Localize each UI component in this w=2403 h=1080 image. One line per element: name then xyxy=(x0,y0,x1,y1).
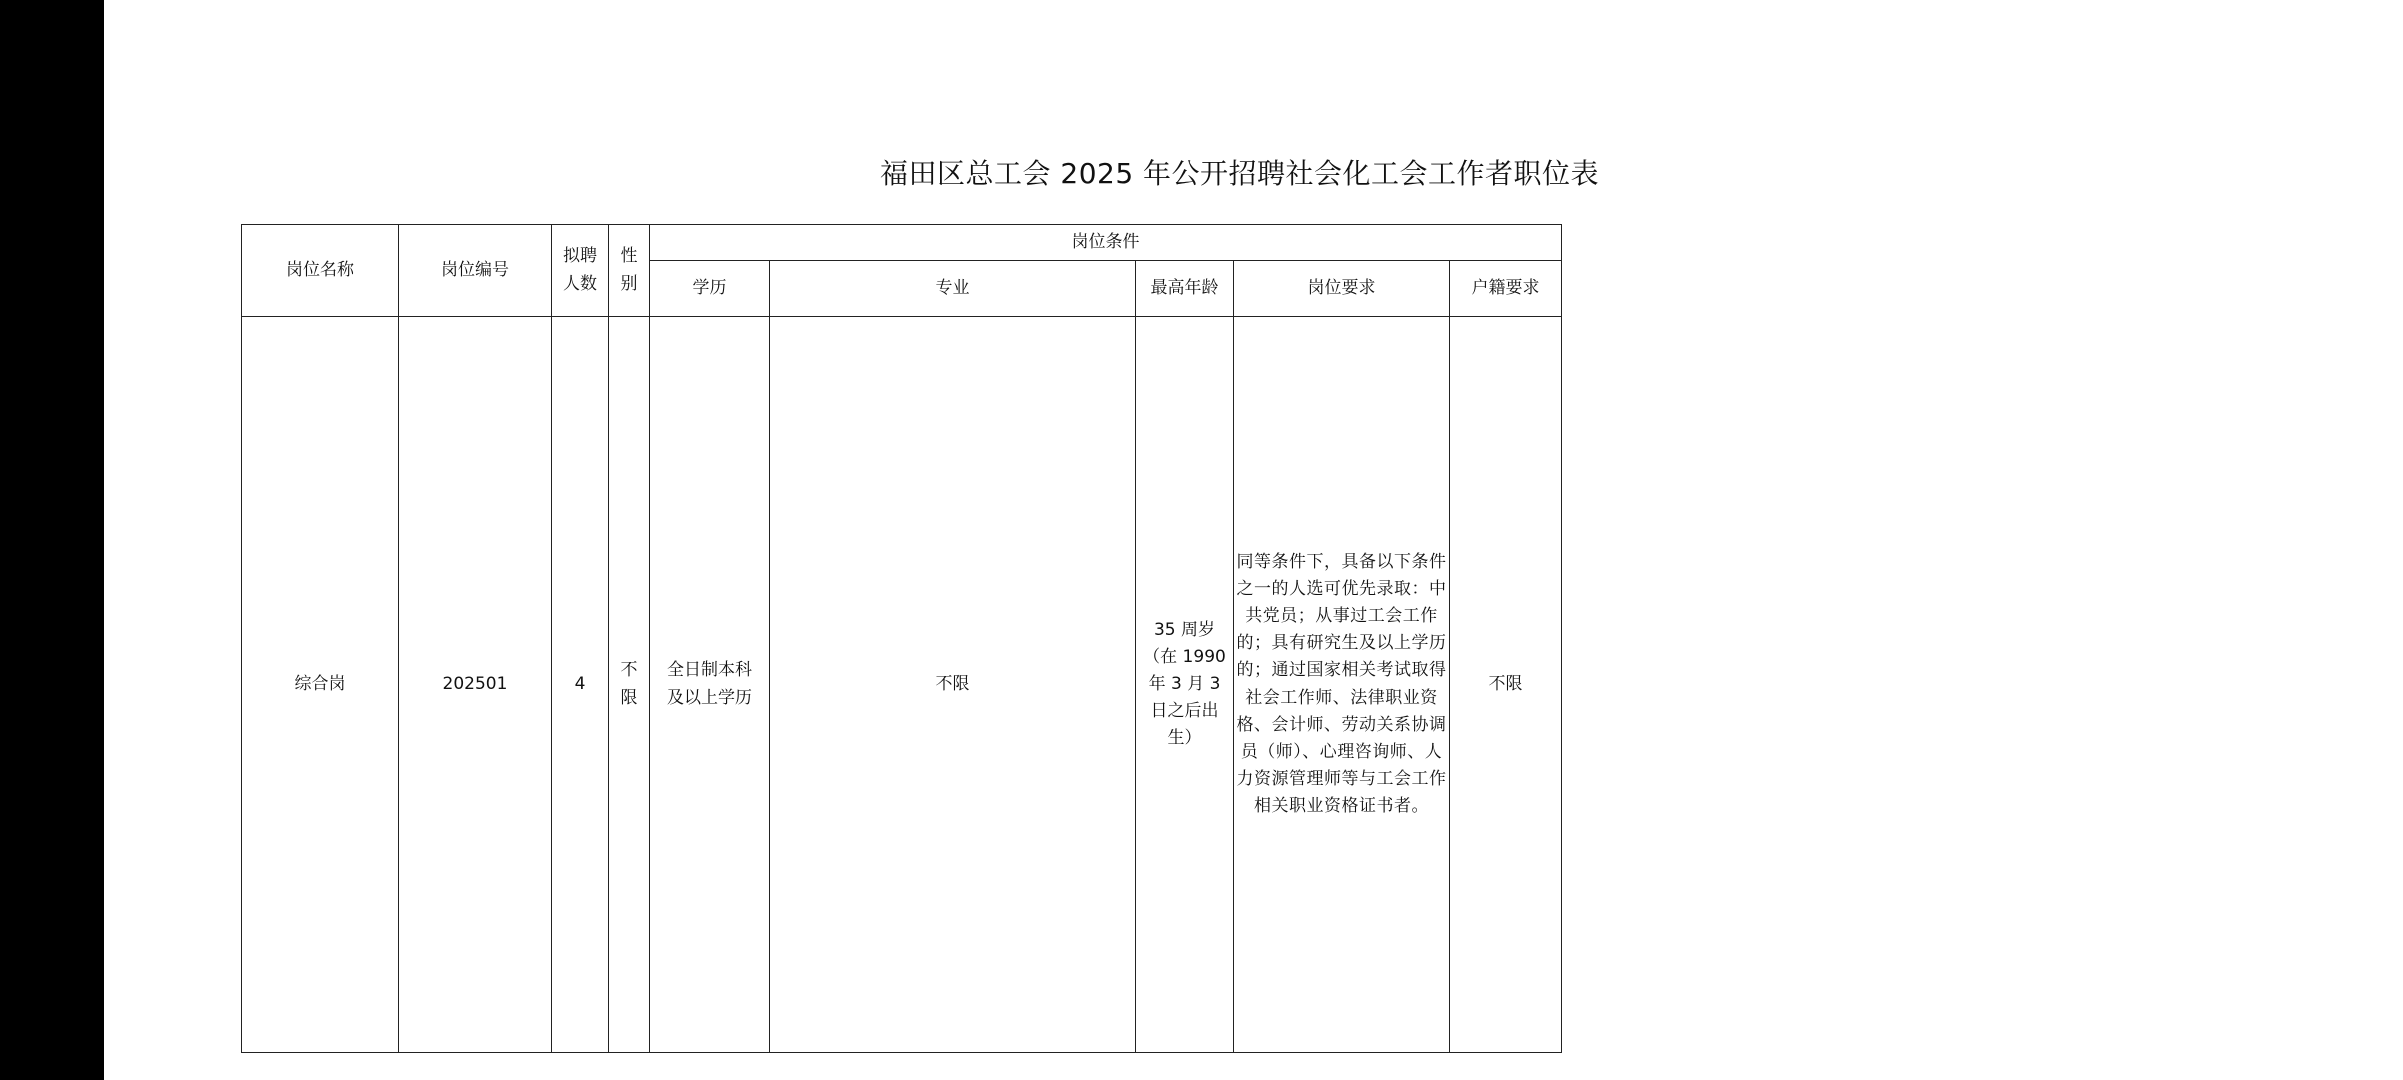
cell-headcount: 4 xyxy=(552,317,609,1053)
cell-max-age-text: 35 周岁（在 1990 年 3 月 3 日之后出生） xyxy=(1143,619,1226,749)
document-title: 福田区总工会 2025 年公开招聘社会化工会工作者职位表 xyxy=(880,157,1600,190)
left-black-margin xyxy=(0,0,104,1080)
header-position-name: 岗位名称 xyxy=(242,225,399,317)
cell-position-code: 202501 xyxy=(399,317,552,1053)
cell-education-text: 全日制本科及以上学历 xyxy=(667,660,752,708)
cell-max-age xyxy=(1136,317,1234,1053)
cell-major: 不限 xyxy=(770,317,1136,1053)
cell-position-name: 综合岗 xyxy=(242,317,399,1053)
header-education: 学历 xyxy=(650,261,770,317)
cell-gender-text: 不限 xyxy=(620,660,638,708)
header-conditions-group: 岗位条件 xyxy=(650,225,1562,261)
header-hukou: 户籍要求 xyxy=(1450,261,1562,317)
header-major: 专业 xyxy=(770,261,1136,317)
header-requirements: 岗位要求 xyxy=(1234,261,1450,317)
header-gender xyxy=(609,225,650,317)
cell-hukou: 不限 xyxy=(1450,317,1562,1053)
header-gender-text: 性别 xyxy=(620,246,638,294)
cell-gender xyxy=(609,317,650,1053)
header-max-age: 最高年龄 xyxy=(1136,261,1234,317)
header-position-code: 岗位编号 xyxy=(399,225,552,317)
cell-education xyxy=(650,317,770,1053)
cell-requirements: 同等条件下，具备以下条件之一的人选可优先录取：中共党员；从事过工会工作的；具有研究生及以上学历的；通过国家相关考试取得社会工作师、法律职业资格、会计师、劳动关系协调员（师）、心理咨询师、人力资源管理师等与工会工作相关职业资格证书者。 xyxy=(1234,317,1450,1053)
header-headcount-text: 拟聘人数 xyxy=(563,246,597,294)
header-headcount xyxy=(552,225,609,317)
table-row xyxy=(242,317,1562,1053)
job-position-table xyxy=(241,224,1562,1053)
